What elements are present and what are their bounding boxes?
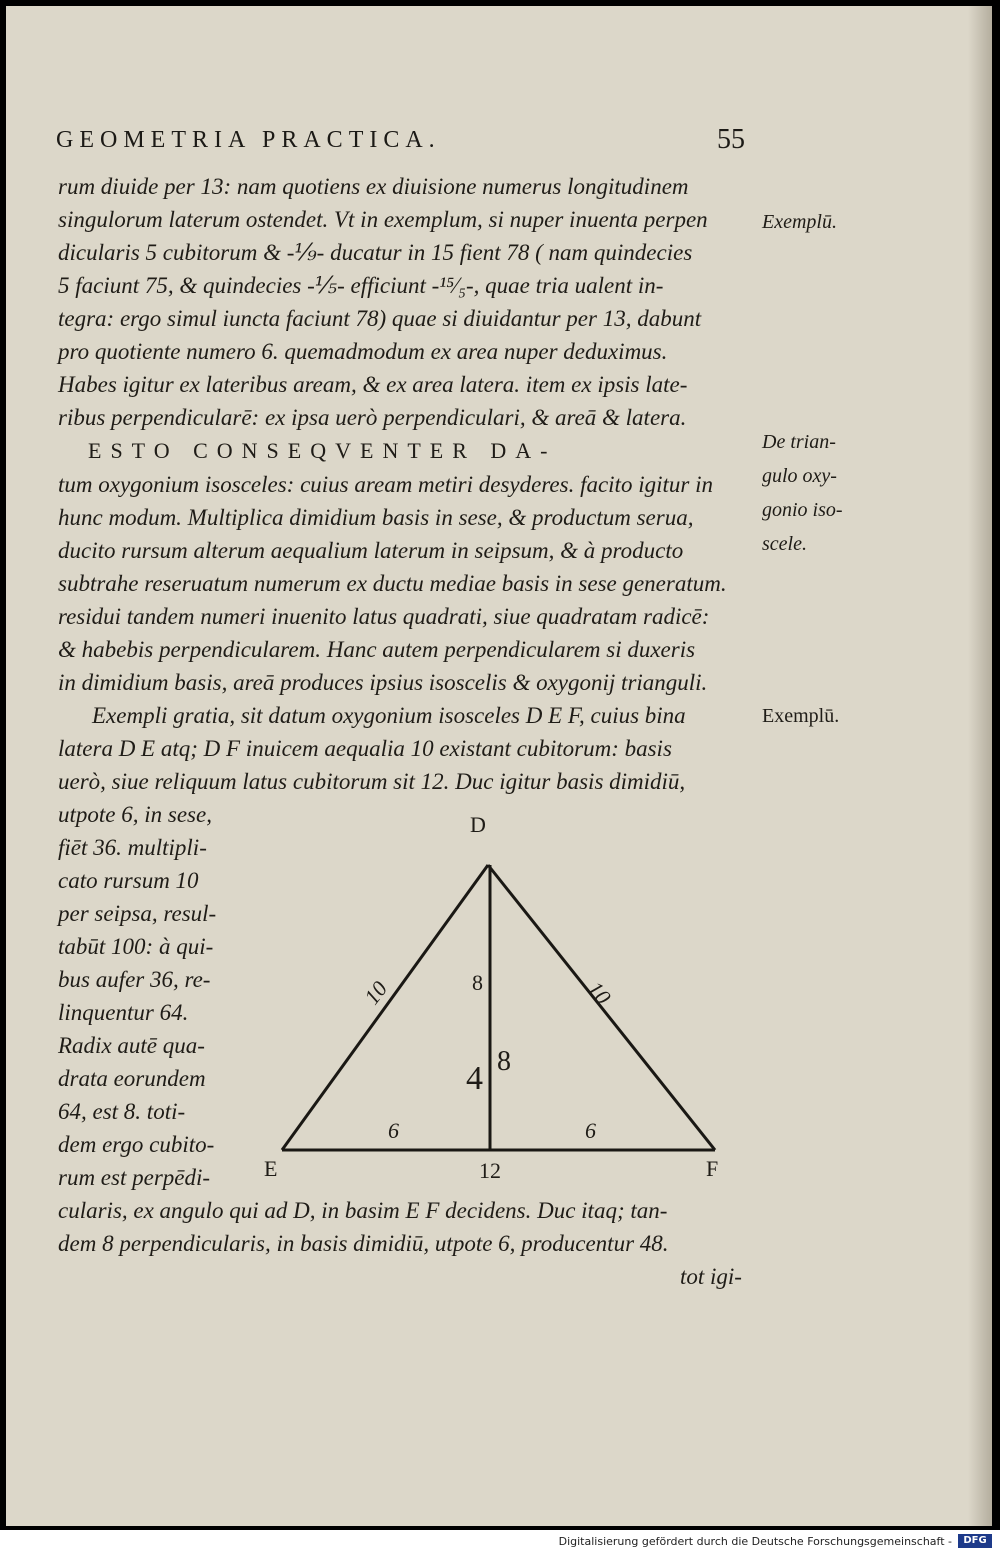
body-line: singulorum laterum ostendet. Vt in exemplum, si nuper inuenta perpen: [58, 207, 708, 232]
body-line: ribus perpendicularē: ex ipsa uerò perpendiculari, & areā & latera.: [58, 405, 687, 430]
side-column-line: cato rursum 10: [58, 868, 199, 893]
body-line: 5 faciunt 75, & quindecies -⅕- efficiunt -¹⁵⁄₅-, quae tria ualent in-: [58, 273, 664, 298]
vertex-label-f: F: [706, 1156, 719, 1181]
margin-note: De trian-: [762, 431, 836, 453]
side-df: [488, 865, 715, 1150]
margin-note: Exemplū.: [762, 211, 837, 233]
isosceles-triangle-diagram: [270, 810, 750, 1190]
body-line: Habes igitur ex lateribus aream, & ex area latera. item ex ipsis late-: [58, 372, 688, 397]
side-column-line: per seipsa, resul-: [58, 901, 217, 926]
book-page: [6, 6, 992, 1526]
height-value-mid-a: 4: [466, 1060, 483, 1097]
side-column-line: bus aufer 36, re-: [58, 967, 211, 992]
body-line: rum diuide per 13: nam quotiens ex diuisione numerus longitudinem: [58, 174, 689, 199]
left-side-length: 10: [358, 976, 393, 1010]
body-line: dicularis 5 cubitorum & -⅑- ducatur in 15 fient 78 ( nam quindecies: [58, 240, 693, 265]
body-line: tegra: ergo simul iuncta faciunt 78) quae si diuidantur per 13, dabunt: [58, 306, 702, 331]
side-column-line: 64, est 8. toti-: [58, 1099, 186, 1124]
side-column-line: linquentur 64.: [58, 1000, 189, 1025]
vertex-label-d: D: [470, 812, 486, 837]
height-value-upper: 8: [472, 970, 483, 995]
body-line: & habebis perpendicularem. Hanc autem perpendicularem si duxeris: [58, 637, 696, 662]
side-column-line: Radix autē qua-: [58, 1033, 205, 1058]
catchword: tot igi-: [680, 1264, 742, 1289]
running-title: GEOMETRIA PRACTICA.: [56, 127, 441, 153]
section-heading: ESTO CONSEQVENTER DA-: [88, 438, 557, 463]
body-line: hunc modum. Multiplica dimidium basis in sese, & productum serua,: [58, 505, 694, 530]
body-line: residui tandem numeri inuenito latus quadrati, siue quadratam radicē:: [58, 604, 710, 629]
body-line: tum oxygonium isosceles: cuius aream metiri desyderes. facito igitur in: [58, 472, 713, 497]
side-column-line: tabūt 100: à qui-: [58, 934, 214, 959]
right-side-length: 10: [582, 976, 617, 1010]
body-line: dem 8 perpendicularis, in basis dimidiū, utpote 6, producentur 48.: [58, 1231, 669, 1256]
side-column-line: drata eorundem: [58, 1066, 206, 1091]
page-edge-shadow: [968, 6, 992, 1526]
dfg-logo: DFG: [958, 1534, 992, 1548]
base-length: 12: [479, 1158, 501, 1183]
body-line: ducito rursum alterum aequalium laterum in seipsum, & à producto: [58, 538, 684, 563]
margin-note: gonio iso-: [762, 499, 843, 521]
funding-credit: Digitalisierung gefördert durch die Deutsche Forschungsgemeinschaft -: [558, 1535, 952, 1548]
body-line: subtrahe reseruatum numerum ex ductu mediae basis in sese generatum.: [58, 571, 727, 596]
page-number: 55: [717, 124, 745, 155]
body-line: pro quotiente numero 6. quemadmodum ex area nuper deduximus.: [58, 339, 668, 364]
height-value-mid-b: 8: [497, 1046, 511, 1077]
margin-note: scele.: [762, 533, 807, 555]
body-line: Exempli gratia, sit datum oxygonium isosceles D E F, cuius bina: [92, 703, 686, 728]
side-column-line: rum est perpēdi-: [58, 1165, 211, 1190]
side-de: [282, 865, 488, 1150]
margin-note: gulo oxy-: [762, 465, 837, 487]
half-base-right: 6: [585, 1118, 596, 1143]
vertex-label-e: E: [264, 1156, 278, 1181]
body-line: in dimidium basis, areā produces ipsius isoscelis & oxygonij trianguli.: [58, 670, 708, 695]
body-line: cularis, ex angulo qui ad D, in basim E F decidens. Duc itaq; tan-: [58, 1198, 668, 1223]
half-base-left: 6: [388, 1118, 399, 1143]
side-column-line: utpote 6, in sese,: [58, 802, 212, 827]
margin-note: Exemplū.: [762, 705, 840, 727]
side-column-line: fiēt 36. multipli-: [58, 835, 207, 860]
body-line: uerò, siue reliquum latus cubitorum sit 12. Duc igitur basis dimidiū,: [58, 769, 686, 794]
side-column-line: dem ergo cubito-: [58, 1132, 215, 1157]
body-line: latera D E atq; D F inuicem aequalia 10 existant cubitorum: basis: [58, 736, 672, 761]
